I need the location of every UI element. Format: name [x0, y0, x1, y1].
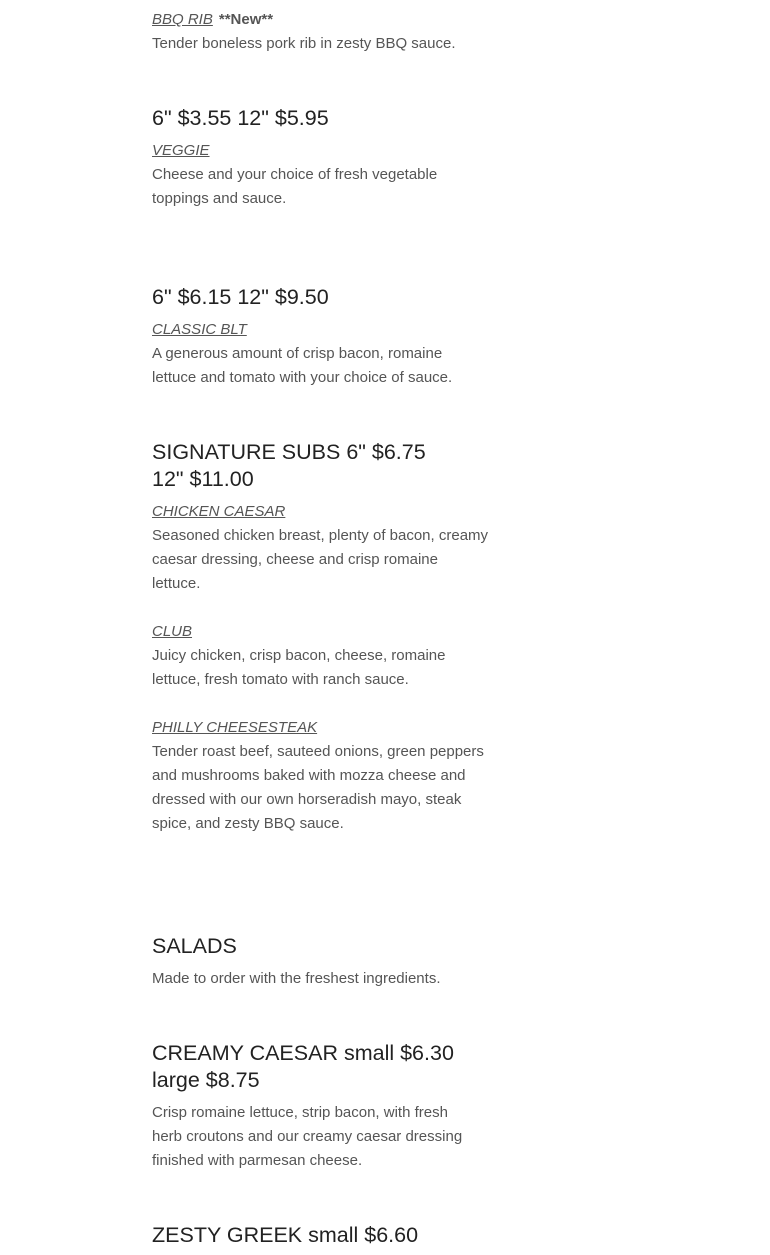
menu-item-bbq-rib	[152, 8, 492, 56]
salads-description: Made to order with the freshest ingredients.	[152, 970, 441, 987]
price-heading-classic-subs: 6" $3.55 12" $5.95	[152, 106, 329, 130]
item-description-bbq-rib: Tender boneless pork rib in zesty BBQ sauce.	[152, 35, 456, 52]
section-heading-signature-subs: SIGNATURE SUBS 6" $6.75 12" $11.00	[152, 440, 426, 491]
price-heading-creamy-caesar: CREAMY CAESAR small $6.30 large $8.75	[152, 1041, 454, 1092]
item-description-creamy-caesar: Crisp romaine lettuce, strip bacon, with fresh herb croutons and our creamy caesar dressing finished with parmesan cheese.	[152, 1104, 463, 1169]
item-description-chicken-caesar: Seasoned chicken breast, plenty of bacon, creamy caesar dressing, cheese and crisp romaine lettuce.	[152, 527, 489, 592]
item-name-philly-cheesesteak: PHILLY CHEESESTEAK	[152, 719, 318, 736]
price-heading-blt: 6" $6.15 12" $9.50	[152, 285, 329, 309]
menu-item-philly-cheesesteak	[152, 716, 492, 836]
item-name-bbq-rib: BBQ RIB	[152, 11, 213, 28]
item-description-classic-blt: A generous amount of crisp bacon, romaine lettuce and tomato with your choice of sauce.	[152, 345, 453, 386]
item-description-club: Juicy chicken, crisp bacon, cheese, romaine lettuce, fresh tomato with ranch sauce.	[152, 647, 446, 688]
item-description-philly-cheesesteak: Tender roast beef, sauteed onions, green peppers and mushrooms baked with mozza cheese and dressed with our own horseradish mayo, steak spice, and zesty BBQ sauce.	[152, 743, 484, 832]
menu-item-classic-blt	[152, 318, 492, 390]
new-badge: **New**	[218, 11, 274, 28]
section-heading-salads: SALADS	[152, 934, 237, 958]
item-name-chicken-caesar: CHICKEN CAESAR	[152, 503, 286, 520]
menu-item-chicken-caesar	[152, 500, 492, 596]
price-heading-zesty-greek: ZESTY GREEK small $6.60	[152, 1223, 419, 1247]
item-name-club: CLUB	[152, 623, 193, 640]
menu-item-veggie	[152, 139, 492, 211]
menu-item-club	[152, 620, 492, 692]
item-name-classic-blt: CLASSIC BLT	[152, 321, 247, 338]
item-description-veggie: Cheese and your choice of fresh vegetable toppings and sauce.	[152, 166, 438, 207]
item-name-veggie: VEGGIE	[152, 142, 210, 159]
